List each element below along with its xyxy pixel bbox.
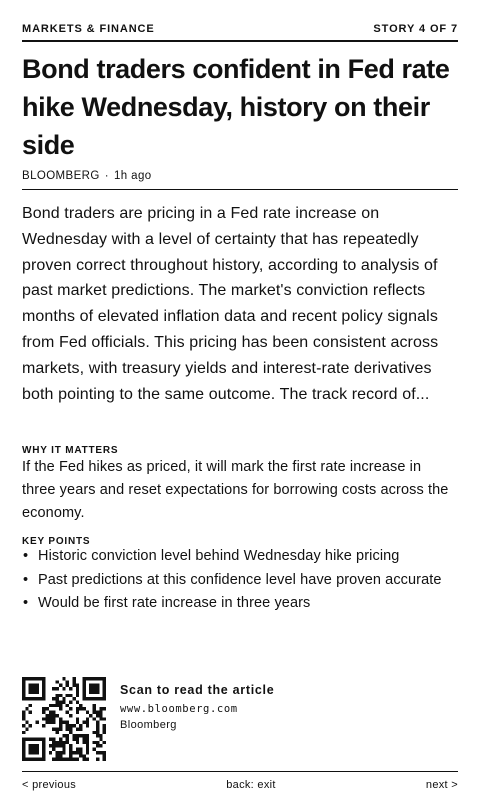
key-point-item bbox=[22, 546, 458, 568]
headline: Bond traders confident in Fed rate hike Wednesday, history on their side bbox=[22, 54, 450, 160]
key-point-item bbox=[22, 593, 458, 615]
key-points-list bbox=[22, 546, 458, 617]
footer-nav bbox=[22, 771, 458, 791]
key-point-item bbox=[22, 570, 458, 592]
qr-code-icon[interactable] bbox=[22, 677, 106, 761]
back-exit-button[interactable]: back: exit bbox=[226, 779, 276, 791]
story-counter: STORY 4 OF 7 bbox=[373, 23, 458, 35]
key-point-text: Would be first rate increase in three years bbox=[38, 595, 311, 611]
qr-source: Bloomberg bbox=[120, 719, 177, 731]
article-body: Bond traders are pricing in a Fed rate increase on Wednesday with a level of certainty that has repeatedly proven correct throughout history, according to analysis of past market predictions. The market's conviction reflects months of elevated inflation data and recent policy signals from Fed officials. This pricing has been consistent across markets, with treasury yields and interest-rate derivatives both pointing to the same outcome. The track record of... bbox=[22, 205, 439, 403]
byline bbox=[22, 170, 458, 190]
qr-url: www.bloomberg.com bbox=[120, 703, 238, 715]
previous-button[interactable]: < previous bbox=[22, 779, 77, 791]
source-name: BLOOMBERG bbox=[22, 170, 100, 182]
key-points-label: KEY POINTS bbox=[22, 536, 91, 547]
byline-separator: · bbox=[104, 170, 109, 182]
why-it-matters-label: WHY IT MATTERS bbox=[22, 445, 119, 456]
key-point-text: Past predictions at this confidence level have proven accurate bbox=[38, 571, 442, 588]
section-label: MARKETS & FINANCE bbox=[22, 23, 155, 35]
qr-info bbox=[120, 683, 274, 731]
bullet-icon: • bbox=[23, 571, 29, 588]
key-point-text: Historic conviction level behind Wednesday hike pricing bbox=[38, 548, 400, 564]
article-page bbox=[22, 0, 458, 800]
qr-title: Scan to read the article bbox=[120, 683, 275, 697]
timestamp: 1h ago bbox=[113, 170, 152, 182]
why-it-matters-text: If the Fed hikes as priced, it will mark the first rate increase in three years and reset expectations for borrowing costs across the economy. bbox=[22, 459, 449, 521]
bullet-icon: • bbox=[23, 595, 29, 611]
next-button[interactable]: next > bbox=[425, 779, 458, 791]
bullet-icon: • bbox=[23, 548, 29, 564]
top-bar bbox=[22, 20, 458, 42]
